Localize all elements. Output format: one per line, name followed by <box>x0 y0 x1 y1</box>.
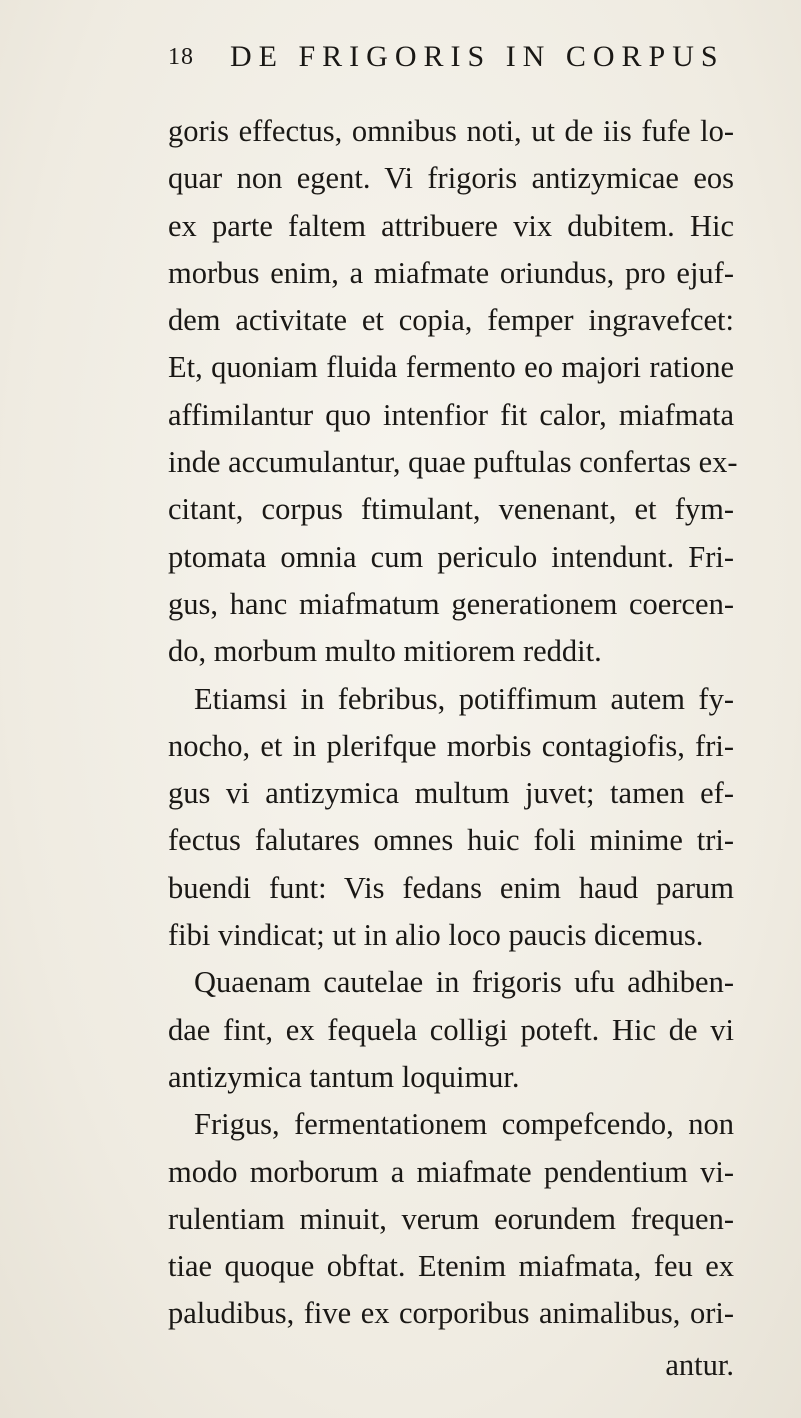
paragraph-end-line: fibi vindicat; ut in alio loco paucis dicemus. <box>168 918 704 953</box>
text-line: modo morborum a miafmate pendentium vi- <box>168 1154 734 1189</box>
text-line: tiae quoque obftat. Etenim miafmata, feu ex <box>168 1249 734 1284</box>
catchword: antur. <box>665 1348 734 1382</box>
paragraph-end-line: do, morbum multo mitiorem reddit. <box>168 634 602 669</box>
text-line: gus, hanc miafmatum generationem coercen- <box>168 586 734 621</box>
text-line: citant, corpus ftimulant, venenant, et fym- <box>168 492 734 527</box>
text-line: ptomata omnia cum periculo intendunt. Fri- <box>168 539 734 574</box>
text-line: nocho, et in plerifque morbis contagiofis, fri- <box>168 728 734 763</box>
running-title: DE FRIGORIS IN CORPUS <box>230 40 725 73</box>
text-line: paludibus, five ex corporibus animalibus, ori- <box>168 1296 734 1331</box>
text-line: quar non egent. Vi frigoris antizymicae eos <box>168 161 734 196</box>
text-line: dem activitate et copia, femper ingravefcet: <box>168 303 734 338</box>
text-line: inde accumulantur, quae puftulas confertas ex- <box>168 445 738 480</box>
text-line: rulentiam minuit, verum eorundem frequen- <box>168 1201 734 1236</box>
text-line: fectus falutares omnes huic foli minime tri- <box>168 823 734 858</box>
text-line: dae fint, ex fequela colligi poteft. Hic de vi <box>168 1012 734 1047</box>
text-line: morbus enim, a miafmate oriundus, pro ejuf- <box>168 255 734 290</box>
running-head <box>168 40 728 84</box>
paragraph-start-line: Frigus, fermentationem compefcendo, non <box>194 1107 734 1142</box>
text-line: affimilantur quo intenfior fit calor, miafmata <box>168 397 734 432</box>
paragraph-start-line: Quaenam cautelae in frigoris ufu adhiben- <box>194 965 734 1000</box>
text-line: goris effectus, omnibus noti, ut de iis fufe lo- <box>168 114 734 148</box>
text-line: ex parte faltem attribuere vix dubitem. Hic <box>168 208 734 243</box>
text-line: buendi funt: Vis fedans enim haud parum <box>168 870 734 905</box>
text-line: Et, quoniam fluida fermento eo majori ratione <box>168 350 734 385</box>
body-text <box>168 108 738 1338</box>
page-number: 18 <box>168 44 194 70</box>
paragraph-start-line: Etiamsi in febribus, potiffimum autem fy- <box>194 681 734 716</box>
paragraph-end-line: antizymica tantum loquimur. <box>168 1059 520 1094</box>
text-line: gus vi antizymica multum juvet; tamen ef- <box>168 776 734 811</box>
